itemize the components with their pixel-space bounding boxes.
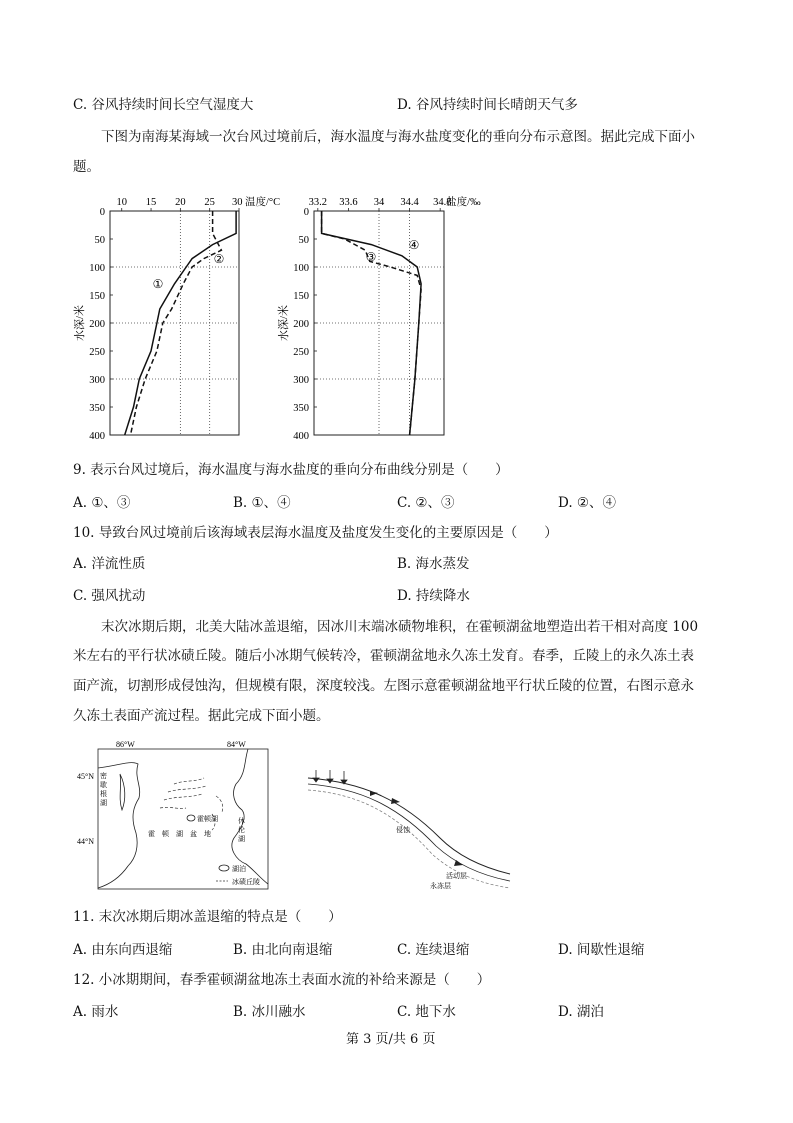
q9-stem: 9. 表示台风过境后，海水温度与海水盐度的垂向分布曲线分别是（ ）: [73, 462, 509, 478]
x-tick-label: 33.2: [308, 197, 328, 208]
lake-huron-char-2: 伦: [238, 826, 245, 834]
map-lon2: 84°W: [227, 740, 246, 749]
series-label-1: ③: [365, 250, 377, 264]
y-axis-label: 水深/米: [74, 304, 86, 342]
q10-option-b: B. 海水蒸发: [397, 556, 470, 572]
huron-basin-map: [76, 738, 276, 898]
x-tick-label: 25: [204, 197, 215, 208]
y-tick-label: 400: [293, 431, 309, 442]
q12-option-d: D. 湖泊: [558, 1004, 604, 1020]
salinity-chart: [276, 195, 481, 442]
lake-michigan-char-3: 根: [100, 790, 107, 798]
lake-michigan-char-1: 密: [100, 772, 107, 780]
q10-stem: 10. 导致台风过境前后该海域表层海水温度及盐度发生变化的主要原因是（ ）: [73, 525, 558, 541]
infiltration-arrows: [313, 770, 347, 784]
y-tick-label: 350: [89, 403, 105, 414]
q12-stem: 12. 小冰期期间，春季霍顿湖盆地冻土表面水流的补给来源是（ ）: [73, 972, 491, 988]
q9-option-b: B. ①、④: [233, 495, 291, 511]
map-lat1: 45°N: [77, 772, 94, 781]
q9-option-a: A. ①、③: [73, 495, 131, 511]
y-tick-label: 0: [99, 207, 105, 218]
q10-option-c: C. 强风扰动: [73, 588, 146, 604]
intro2-line3: 面产流，切割形成侵蚀沟，但规模有限，深度较浅。左图示意霍顿湖盆地平行状丘陵的位置，右图示意永: [73, 678, 694, 694]
series-label-1: ①: [152, 277, 164, 291]
label-active-layer: 活动层: [446, 872, 467, 880]
lake-huron-char-1: 休: [238, 817, 245, 825]
y-tick-label: 250: [293, 347, 309, 358]
q9-option-d: D. ②、④: [558, 495, 617, 511]
legend-hills-label: 冰碛丘陵: [232, 878, 260, 886]
lake-houghton-label: 霍顿湖: [197, 815, 218, 823]
legend-lake-icon: [219, 865, 229, 871]
x-axis-label: 盐度/‰: [446, 197, 481, 208]
label-gully: 侵蚀: [396, 826, 410, 834]
q10-option-a: A. 洋流性质: [73, 556, 146, 572]
q12-option-a: A. 雨水: [73, 1004, 119, 1020]
lake-michigan-char-4: 湖: [100, 799, 107, 807]
intro2-line2: 米左右的平行状冰碛丘陵。随后小冰期气候转冷，霍顿湖盆地永久冻土发育。春季，丘陵上的永久冻土表: [73, 648, 694, 664]
x-tick-label: 34.4: [400, 197, 419, 208]
q12-option-c: C. 地下水: [397, 1004, 456, 1020]
x-tick-label: 33.6: [339, 197, 358, 208]
q8-option-c: C. 谷风持续时间长空气湿度大: [73, 97, 254, 113]
map-lon1: 86°W: [116, 740, 135, 749]
y-tick-label: 150: [293, 291, 309, 302]
q11-option-c: C. 连续退缩: [397, 942, 470, 958]
x-tick-label: 20: [175, 197, 186, 208]
q11-stem: 11. 末次冰期后期冰盖退缩的特点是（ ）: [73, 909, 342, 925]
series-line-2: [131, 211, 222, 435]
series-label-2: ②: [213, 252, 225, 266]
intro2-line1: 末次冰期后期，北美大陆冰盖退缩，因冰川末端冰碛物堆积，在霍顿湖盆地塑造出若干相对高度 100: [101, 619, 699, 635]
lake-michigan-char-2: 歇: [100, 781, 107, 789]
y-tick-label: 350: [293, 403, 309, 414]
q8-option-d: D. 谷风持续时间长晴朗天气多: [397, 97, 578, 113]
plot-frame: [110, 211, 239, 435]
intro1-line1: 下图为南海某海域一次台风过境前后，海水温度与海水盐度变化的垂向分布示意图。据此完成下面小: [101, 129, 695, 145]
y-tick-label: 100: [293, 263, 309, 274]
x-tick-label-last: 34.8: [433, 197, 452, 208]
q12-option-b: B. 冰川融水: [233, 1004, 306, 1020]
y-tick-label: 100: [89, 263, 105, 274]
legend-lake-label: 湖泊: [232, 865, 246, 873]
permafrost-base: [308, 790, 510, 888]
y-tick-label: 250: [89, 347, 105, 358]
flow-arrows: [370, 791, 463, 866]
x-tick-label: 34: [373, 197, 385, 208]
q11-option-b: B. 由北向南退缩: [233, 942, 333, 958]
series-label-2: ④: [408, 238, 420, 252]
y-tick-label: 300: [89, 375, 105, 386]
permafrost-profile: [300, 768, 520, 888]
map-lat2: 44°N: [77, 837, 94, 846]
q11-option-a: A. 由东向西退缩: [73, 942, 173, 958]
intro1-line2: 题。: [73, 159, 100, 175]
intro2-line4: 久冻土表面产流过程。据此完成下面小题。: [73, 708, 330, 724]
label-permafrost: 永冻层: [430, 882, 451, 890]
q10-option-d: D. 持续降水: [397, 588, 470, 604]
page-number: 第 3 页/共 6 页: [346, 1032, 436, 1047]
y-tick-label: 200: [89, 319, 105, 330]
lake-huron-char-3: 湖: [238, 835, 245, 843]
houghton-lake-icon: [187, 815, 195, 821]
temperature-chart: [72, 195, 280, 442]
x-axis-label: 温度/°C: [245, 197, 281, 208]
y-tick-label: 0: [303, 207, 309, 218]
x-tick-label-last: 30: [232, 197, 243, 208]
q11-option-d: D. 间歇性退缩: [558, 942, 645, 958]
y-tick-label: 50: [94, 235, 105, 246]
y-axis-label: 水深/米: [278, 304, 290, 342]
basin-label: 霍 顿 湖 盆 地: [148, 830, 211, 838]
x-tick-label: 15: [145, 197, 157, 208]
x-tick-label: 10: [116, 197, 127, 208]
y-tick-label: 400: [89, 431, 105, 442]
lake-michigan-bay: [120, 774, 125, 810]
y-tick-label: 200: [293, 319, 309, 330]
y-tick-label: 150: [89, 291, 105, 302]
y-tick-label: 300: [293, 375, 309, 386]
temperature-salinity-charts: [0, 188, 793, 448]
y-tick-label: 50: [298, 235, 309, 246]
q9-option-c: C. ②、③: [397, 495, 455, 511]
